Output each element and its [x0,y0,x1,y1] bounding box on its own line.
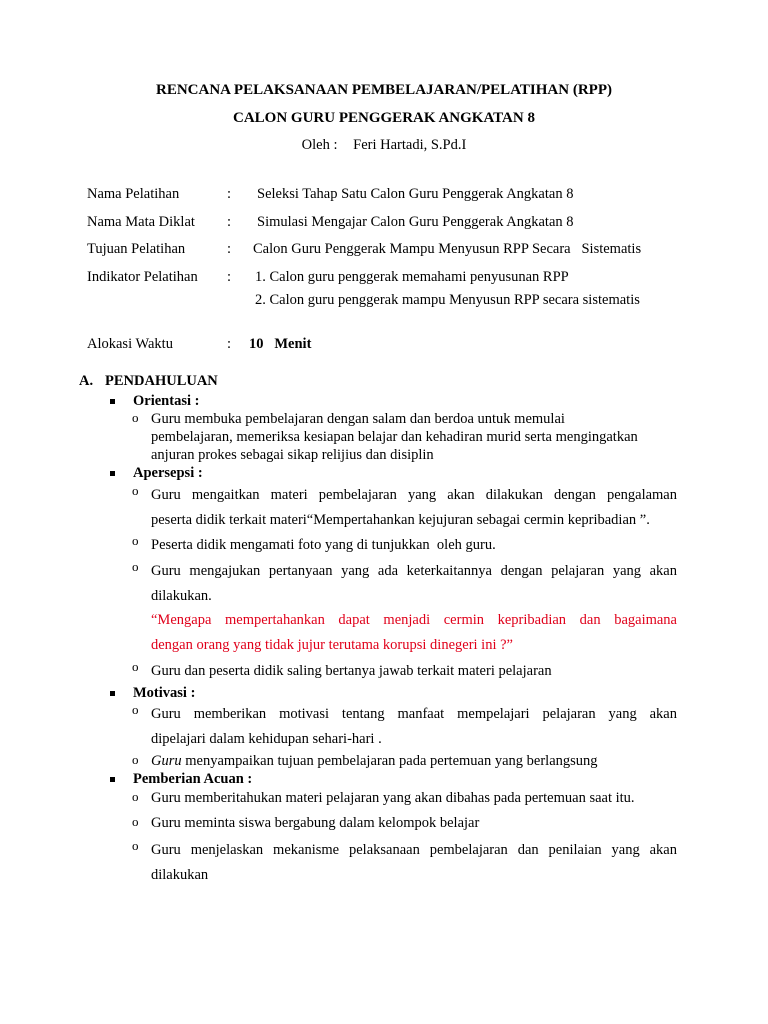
square-bullet-icon [110,691,115,696]
info-colon: : [227,336,232,352]
info-value: 10 Menit [249,336,312,352]
item-line: pembelajaran, memeriksa kesiapan belajar dan kehadiran murid serta mengingatkan [151,429,638,445]
item-line: Guru menjelaskan mekanisme pelaksanaan pembelajaran dan penilaian yang akan [151,842,677,858]
item-line [151,752,677,770]
doc-author [0,137,768,154]
subheading-label: Motivasi : [133,685,196,701]
indikator-item-2: 2. Calon guru penggerak mampu Menyusun RPP secara sistematis [255,292,640,308]
circle-bullet-icon: o [132,838,139,853]
square-bullet-icon [110,777,115,782]
circle-bullet-icon: o [132,533,139,548]
circle-bullet-icon: o [132,659,139,674]
circle-bullet-icon: o [132,814,139,829]
subheading-label: Apersepsi : [133,465,203,481]
author-label: Oleh : [301,137,338,153]
doc-subtitle: CALON GURU PENGGERAK ANGKATAN 8 [233,110,535,126]
circle-bullet-icon: o [132,410,139,425]
item-line: dipelajari dalam kehidupan sehari-hari . [151,731,382,747]
info-label: Nama Pelatihan [87,186,180,202]
item-line: Guru mengajukan pertanyaan yang ada keterkaitannya dengan pelajaran yang akan [151,563,677,579]
item-line: anjuran prokes sebagai sikap relijius dan disiplin [151,447,434,463]
question-line: “Mengapa mempertahankan dapat menjadi cermin kepribadian dan bagaimana [151,612,677,628]
info-value: Calon Guru Penggerak Mampu Menyusun RPP Secara Sistematis [253,241,642,257]
info-row-tujuan-pelatihan [87,241,707,261]
section-letter: A. [79,373,94,389]
item-line: dilakukan. [151,588,212,604]
circle-bullet-icon: o [132,789,139,804]
section-heading-pendahuluan [79,373,218,390]
item-line: Guru meminta siswa bergabung dalam kelompok belajar [151,815,480,831]
circle-bullet-icon: o [132,483,139,498]
info-label: Nama Mata Diklat [87,214,195,230]
item-line: Guru mengaitkan materi pembelajaran yang akan dilakukan dengan pengalaman [151,487,677,503]
item-line: Guru memberitahukan materi pelajaran yang akan dibahas pada pertemuan saat itu. [151,790,635,806]
info-row-nama-mata-diklat [87,214,707,234]
info-colon: : [227,186,232,202]
italic-word: Guru [151,753,182,769]
info-colon: : [227,269,232,285]
circle-bullet-icon: o [132,752,139,767]
info-colon: : [227,214,232,230]
author-name: Feri Hartadi, S.Pd.I [353,137,467,153]
question-line: dengan orang yang tidak jujur terutama korupsi dinegeri ini ?” [151,637,513,653]
indikator-item-1: 1. Calon guru penggerak memahami penyusunan RPP [255,269,569,285]
item-line: Guru dan peserta didik saling bertanya jawab terkait materi pelajaran [151,663,552,679]
item-line: peserta didik terkait materi“Mempertahankan kejujuran sebagai cermin kepribadian ”. [151,512,650,528]
subheading-label: Pemberian Acuan : [133,771,253,787]
square-bullet-icon [110,399,115,404]
info-row-indikator-2 [87,292,707,312]
info-label: Tujuan Pelatihan [87,241,186,257]
subheading-label: Orientasi : [133,393,200,409]
doc-title: RENCANA PELAKSANAAN PEMBELAJARAN/PELATIHAN (RPP) [156,82,612,98]
section-title: PENDAHULUAN [105,373,218,389]
circle-bullet-icon: o [132,702,139,717]
info-label: Indikator Pelatihan [87,269,198,285]
square-bullet-icon [110,471,115,476]
info-value: Simulasi Mengajar Calon Guru Penggerak Angkatan 8 [257,214,574,230]
item-line: Peserta didik mengamati foto yang di tunjukkan oleh guru. [151,537,496,553]
info-colon: : [227,241,232,257]
info-row-indikator-pelatihan [87,269,707,289]
item-line: dilakukan [151,867,209,883]
item-line: Guru memberikan motivasi tentang manfaat mempelajari pelajaran yang akan [151,706,677,722]
info-value: Seleksi Tahap Satu Calon Guru Penggerak Angkatan 8 [257,186,574,202]
info-label: Alokasi Waktu [87,336,173,352]
item-line: Guru membuka pembelajaran dengan salam dan berdoa untuk memulai [151,411,565,427]
circle-bullet-icon: o [132,559,139,574]
info-row-alokasi-waktu [87,336,707,356]
item-text: menyampaikan tujuan pembelajaran pada pertemuan yang berlangsung [181,753,598,769]
info-row-nama-pelatihan [87,186,707,206]
